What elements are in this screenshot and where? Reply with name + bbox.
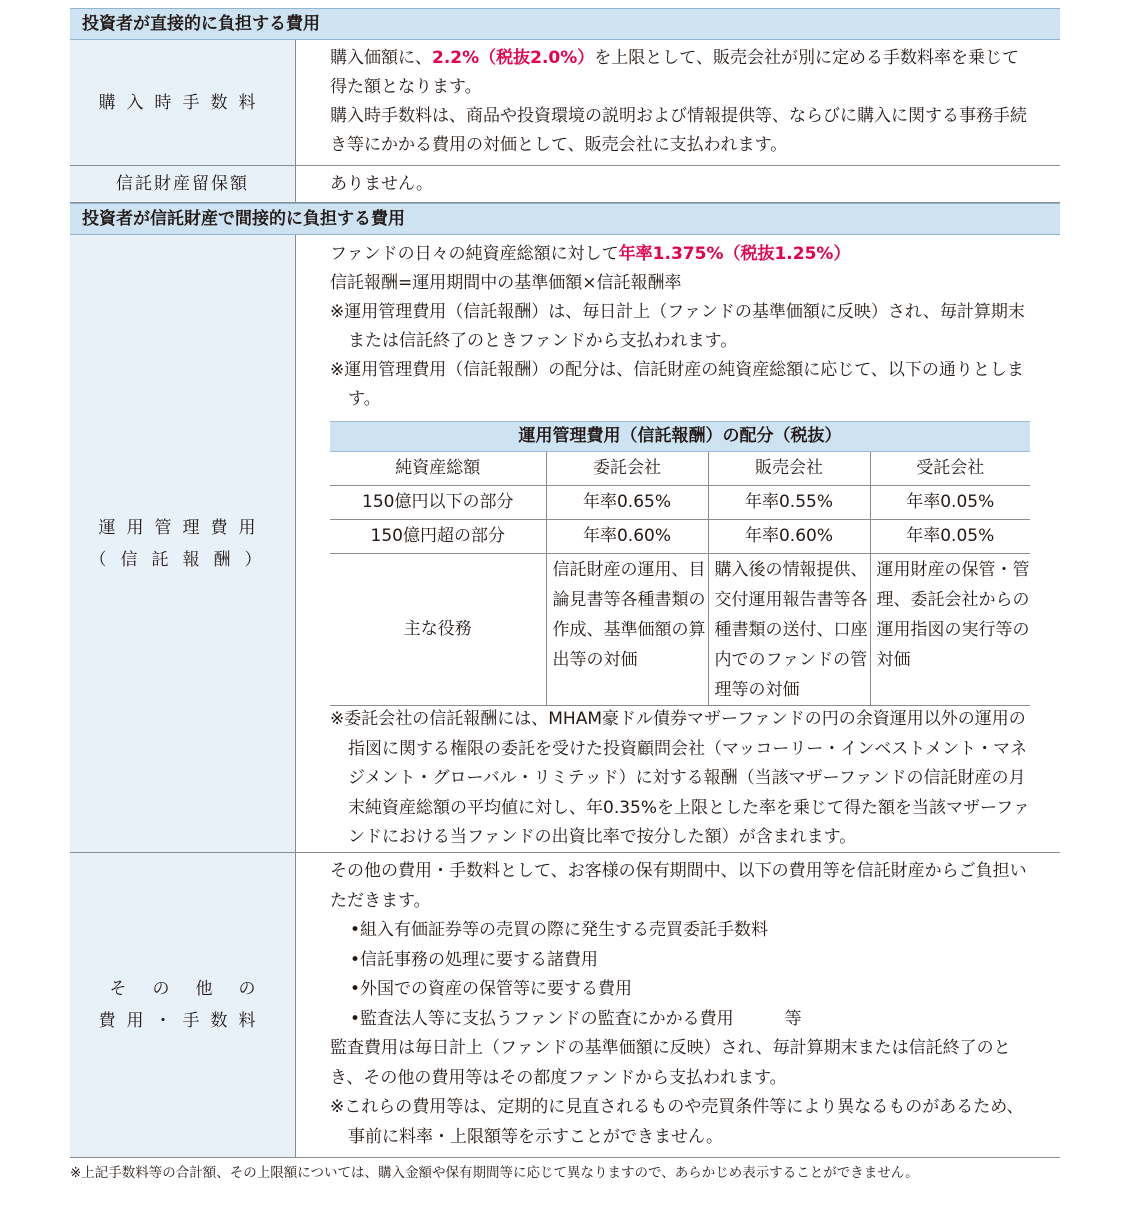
other-fees-intro: その他の費用・手数料として、お客様の保有期間中、以下の費用等を信託財産からご負担いただきます。: [330, 861, 1027, 911]
table-caption: 運用管理費用（信託報酬）の配分（税抜）: [330, 422, 1030, 452]
purchase-fee-text-2: 購入時手数料は、商品や投資環境の説明および情報提供等、ならびに購入に関する事務手続き等にかかる費用の対価として、販売会社に支払われます。: [330, 106, 1027, 155]
other-fees-note: ※これらの費用等は、定期的に見直されるものや売買条件等により異なるものがあるため、事前に料率・上限額等を示すことができません。: [330, 1097, 1024, 1147]
purchase-fee-content: [297, 40, 1060, 165]
footnote: ※上記手数料等の合計額、その上限額については、購入金額や保有期間等に応じて異なりますので、あらかじめ表示することができません。: [70, 1165, 919, 1181]
table-row: [330, 486, 1030, 520]
table-cell: 年率0.65%: [546, 486, 708, 520]
table-cell-role-distributor: 購入後の情報提供、交付運用報告書等各種書類の送付、口座内でのファンドの管理等の対価: [708, 554, 870, 706]
table-cell-role-trustee: 運用財産の保管・管理、委託会社からの運用指図の実行等の対価: [870, 554, 1030, 706]
other-fees-content: [297, 853, 1060, 1157]
reserve-row: [70, 166, 1060, 203]
table-header: 委託会社: [546, 452, 708, 486]
table-cell-role-trustor: 信託財産の運用、目論見書等各種書類の作成、基準価額の算出等の対価: [546, 554, 708, 706]
table-header: 販売会社: [708, 452, 870, 486]
management-fee-note-1: ※運用管理費用（信託報酬）は、毎日計上（ファンドの基準価額に反映）され、毎計算期末または信託終了のときファンドから支払われます。: [330, 302, 1025, 351]
table-row: [330, 520, 1030, 554]
fee-allocation-table: [330, 421, 1030, 706]
reserve-content: ありません。: [297, 166, 1060, 202]
other-fees-row: [70, 853, 1060, 1158]
list-item: •監査法人等に支払うファンドの監査にかかる費用 等: [350, 1008, 802, 1029]
purchase-fee-text-1: 購入価額に、2.2%（税抜2.0%）を上限として、販売会社が別に定める手数料率を乗じて得た額となります。: [330, 48, 1019, 97]
table-cell: 年率0.05%: [870, 486, 1030, 520]
table-cell: 年率0.60%: [708, 520, 870, 554]
table-cell: 年率0.55%: [708, 486, 870, 520]
management-fee-row: [70, 235, 1060, 853]
table-cell: 年率0.05%: [870, 520, 1030, 554]
table-cell: 主な役務: [330, 554, 546, 706]
reserve-label: 信託財産留保額: [70, 166, 296, 202]
table-header: 受託会社: [870, 452, 1030, 486]
section-header-direct-costs: 投資者が直接的に負担する費用: [70, 8, 1060, 40]
list-item: •信託事務の処理に要する諸費用: [350, 949, 599, 970]
management-fee-formula: 信託報酬=運用期間中の基準価額×信託報酬率: [330, 273, 682, 293]
purchase-fee-label: 購入時手数料: [70, 40, 296, 165]
table-cell: 年率0.60%: [546, 520, 708, 554]
table-header: 純資産総額: [330, 452, 546, 486]
table-cell: 150億円超の部分: [330, 520, 546, 554]
other-fees-audit-text: 監査費用は毎日計上（ファンドの基準価額に反映）され、毎計算期末または信託終了のとき、その他の費用等はその都度ファンドから支払われます。: [330, 1038, 1011, 1088]
list-item: •組入有価証券等の売買の際に発生する売買委託手数料: [350, 920, 769, 940]
management-fee-label: 運用管理費用 （信託報酬）: [70, 235, 296, 852]
other-fees-label: その他の 費用・手数料: [70, 853, 296, 1157]
table-header-row: [330, 452, 1030, 486]
table-row-roles: [330, 554, 1030, 706]
list-item: •外国での資産の保管等に要する費用: [350, 979, 633, 999]
table-cell: 150億円以下の部分: [330, 486, 546, 520]
management-fee-content: [297, 235, 1060, 852]
management-fee-rate-text: ファンドの日々の純資産総額に対して年率1.375%（税抜1.25%）: [330, 244, 851, 264]
section-header-indirect-costs: 投資者が信託財産で間接的に負担する費用: [70, 203, 1060, 235]
management-fee-note-2: ※運用管理費用（信託報酬）の配分は、信託財産の純資産総額に応じて、以下の通りとします。: [330, 360, 1024, 409]
management-fee-note-3: ※委託会社の信託報酬には、MHAM豪ドル債券マザーファンドの円の余資運用以外の運用の指図に関する権限の委託を受けた投資顧問会社（マッコーリー・インベストメント・マネジメント・グローバル・リミテッド）に対する報酬（当該マザーファンドの信託財産の月末純資産総額の平均値に対し、年0.35%を上限とした率を乗じて得た額を当該マザーファンドにおける当ファンドの出資比率で按分した額）が含まれます。: [330, 709, 1030, 847]
purchase-fee-row: [70, 40, 1060, 166]
